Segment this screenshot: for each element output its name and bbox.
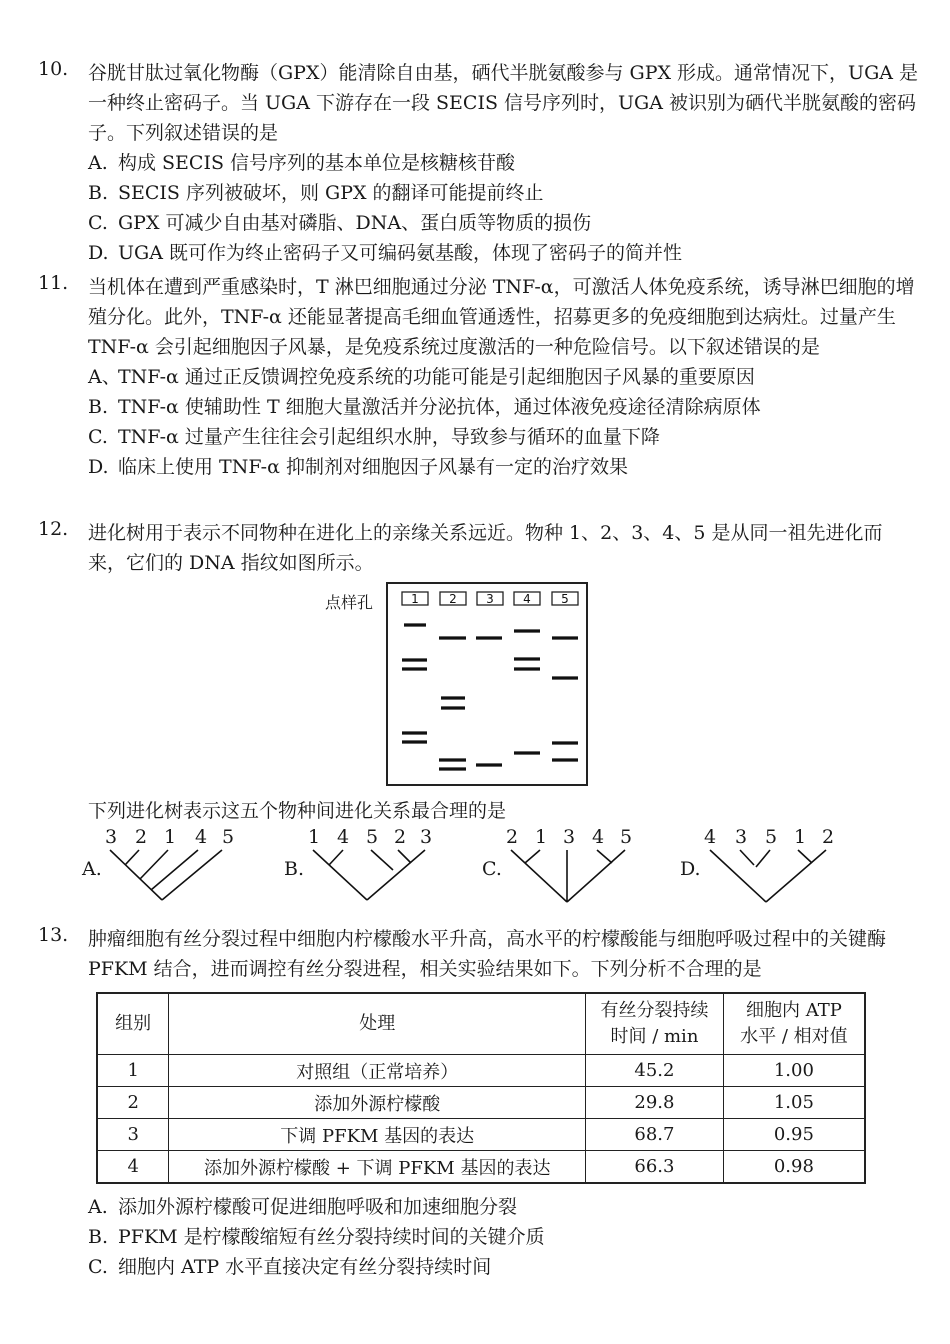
sub-question-text: 下列进化树表示这五个物种间进化关系最合理的是 <box>88 800 507 822</box>
tree-leaf: 4 <box>337 826 350 848</box>
table-row <box>97 1151 865 1184</box>
question-stem: 谷胱甘肽过氧化物酶（GPX）能清除自由基，硒代半胱氨酸参与 GPX 形成。通常情况下，UGA 是一种终止密码子。当 UGA 下游存在一段 SECIS 信号序列时，UGA 被识别为硒代半胱氨酸的密码子。下列叙述错误的是 <box>88 62 919 144</box>
option-a: A. 构成 SECIS 信号序列的基本单位是核糖核苷酸 <box>88 152 516 174</box>
tree-leaf: 2 <box>394 826 407 848</box>
well-label-2: 2 <box>449 592 457 606</box>
options-list <box>88 148 918 268</box>
gel-bands <box>402 625 578 769</box>
table-header-row <box>97 993 865 1055</box>
table-cell: 68.7 <box>586 1119 724 1151</box>
dna-fingerprint-gel <box>380 575 595 790</box>
table-cell: 29.8 <box>586 1087 724 1119</box>
tree-leaf: 1 <box>164 826 177 848</box>
question-number: 12. <box>38 518 69 540</box>
tree-leaf: 5 <box>366 826 379 848</box>
question-11 <box>38 272 918 482</box>
gel-well-label: 点样孔 <box>325 593 374 612</box>
tree-leaf: 4 <box>195 826 208 848</box>
question-12-sub <box>38 796 918 826</box>
option-d: D. UGA 既可作为终止密码子又可编码氨基酸，体现了密码子的简并性 <box>88 242 682 264</box>
tree-leaf: 2 <box>506 826 519 848</box>
tree-leaf: 4 <box>592 826 605 848</box>
tree-leaf: 3 <box>563 826 576 848</box>
tree-a-diagram <box>100 845 240 905</box>
tree-d-label: D. <box>680 858 701 880</box>
results-table <box>96 992 866 1184</box>
tree-b-diagram <box>305 845 445 905</box>
option-c: C. TNF-α 过量产生往往会引起组织水肿，导致参与循环的血量下降 <box>88 426 660 448</box>
question-number: 13. <box>38 924 69 946</box>
gel-frame <box>387 583 587 785</box>
table-cell: 66.3 <box>586 1151 724 1184</box>
table-cell: 2 <box>97 1087 169 1119</box>
tree-c-label: C. <box>482 858 502 880</box>
table-cell: 0.95 <box>723 1119 865 1151</box>
well-label-1: 1 <box>411 592 419 606</box>
table-cell: 对照组（正常培养） <box>169 1055 586 1087</box>
tree-b-label: B. <box>284 858 305 880</box>
question-stem: 进化树用于表示不同物种在进化上的亲缘关系远近。物种 1、2、3、4、5 是从同一祖先进化而来，它们的 DNA 指纹如图所示。 <box>88 522 883 574</box>
question-number: 10. <box>38 58 69 80</box>
table-header: 有丝分裂持续 时间 / min <box>586 993 724 1055</box>
question-number: 11. <box>38 272 69 294</box>
tree-leaf: 3 <box>105 826 118 848</box>
option-c: C. 细胞内 ATP 水平直接决定有丝分裂持续时间 <box>88 1256 492 1278</box>
option-b: B. TNF-α 使辅助性 T 细胞大量激活并分泌抗体，通过体液免疫途径清除病原体 <box>88 396 761 418</box>
tree-leaf: 5 <box>765 826 778 848</box>
table-header: 处理 <box>169 993 586 1055</box>
table-row <box>97 1055 865 1087</box>
question-12 <box>38 518 918 578</box>
tree-leaf: 3 <box>735 826 748 848</box>
table-cell: 0.98 <box>723 1151 865 1184</box>
question-stem: 肿瘤细胞有丝分裂过程中细胞内柠檬酸水平升高，高水平的柠檬酸能与细胞呼吸过程中的关键酶 PFKM 结合，进而调控有丝分裂进程，相关实验结果如下。下列分析不合理的是 <box>88 928 887 980</box>
table-cell: 4 <box>97 1151 169 1184</box>
table-cell: 添加外源柠檬酸 + 下调 PFKM 基因的表达 <box>169 1151 586 1184</box>
well-label-4: 4 <box>523 592 531 606</box>
tree-d-diagram <box>700 845 840 905</box>
tree-leaf: 2 <box>135 826 148 848</box>
gel-wells <box>402 592 578 606</box>
table-cell: 1 <box>97 1055 169 1087</box>
table-cell: 1.05 <box>723 1087 865 1119</box>
tree-leaf: 1 <box>308 826 321 848</box>
option-a: A. 添加外源柠檬酸可促进细胞呼吸和加速细胞分裂 <box>88 1196 518 1218</box>
table-cell: 45.2 <box>586 1055 724 1087</box>
option-b: B. SECIS 序列被破坏，则 GPX 的翻译可能提前终止 <box>88 182 544 204</box>
table-header: 组别 <box>97 993 169 1055</box>
tree-leaf: 1 <box>535 826 548 848</box>
tree-leaf: 1 <box>794 826 807 848</box>
tree-leaf: 5 <box>222 826 235 848</box>
options-list <box>88 1192 918 1282</box>
tree-leaf: 3 <box>420 826 433 848</box>
option-a: A、TNF-α 通过正反馈调控免疫系统的功能可能是引起细胞因子风暴的重要原因 <box>88 366 755 388</box>
table-row <box>97 1119 865 1151</box>
option-d: D. 临床上使用 TNF-α 抑制剂对细胞因子风暴有一定的治疗效果 <box>88 456 628 478</box>
option-b: B. PFKM 是柠檬酸缩短有丝分裂持续时间的关键介质 <box>88 1226 545 1248</box>
tree-a-label: A. <box>82 858 102 880</box>
option-c: C. GPX 可减少自由基对磷脂、DNA、蛋白质等物质的损伤 <box>88 212 592 234</box>
question-13-options <box>38 1192 918 1282</box>
tree-leaf: 4 <box>704 826 717 848</box>
well-label-5: 5 <box>561 592 569 606</box>
table-cell: 添加外源柠檬酸 <box>169 1087 586 1119</box>
table-cell: 下调 PFKM 基因的表达 <box>169 1119 586 1151</box>
table-cell: 1.00 <box>723 1055 865 1087</box>
table-header: 细胞内 ATP 水平 / 相对值 <box>723 993 865 1055</box>
tree-leaf: 5 <box>620 826 633 848</box>
question-13 <box>38 924 918 984</box>
tree-leaf: 2 <box>822 826 835 848</box>
options-list <box>88 362 918 482</box>
question-stem: 当机体在遭到严重感染时，T 淋巴细胞通过分泌 TNF-α，可激活人体免疫系统，诱导淋巴细胞的增殖分化。此外，TNF-α 还能显著提高毛细血管通透性，招募更多的免疫细胞到达病灶。过量产生 TNF-α 会引起细胞因子风暴，是免疫系统过度激活的一种危险信号。以下叙述错误的是 <box>88 276 915 358</box>
well-label-3: 3 <box>486 592 494 606</box>
question-10 <box>38 58 918 268</box>
tree-c-diagram <box>503 845 643 905</box>
table-row <box>97 1087 865 1119</box>
table-cell: 3 <box>97 1119 169 1151</box>
